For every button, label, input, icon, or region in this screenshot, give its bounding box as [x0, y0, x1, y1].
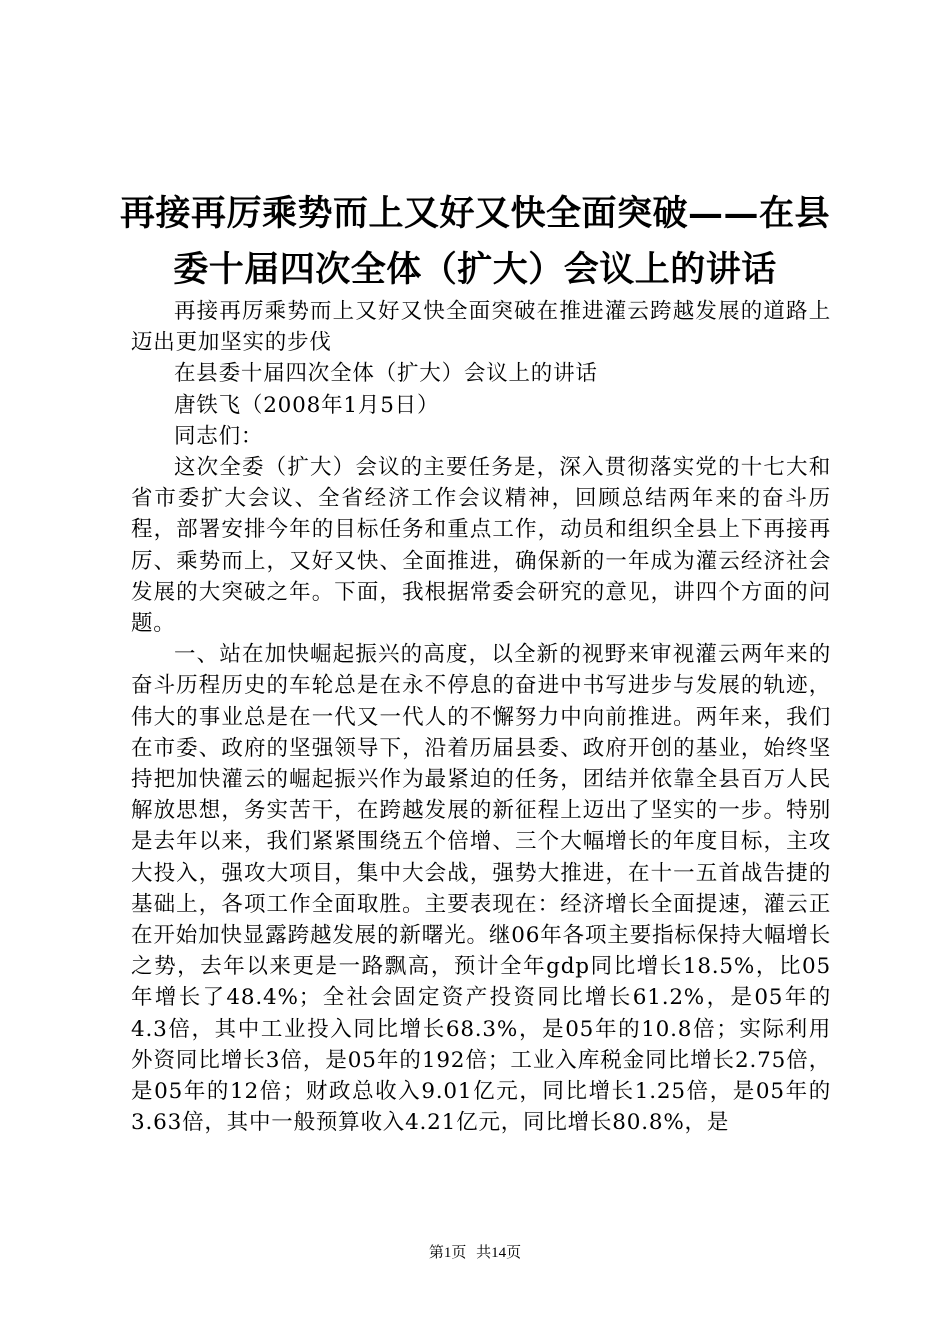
page-total: 共14页 [476, 1245, 522, 1261]
section-one-paragraph: 一、站在加快崛起振兴的高度，以全新的视野来审视灌云两年来的奋斗历程历史的车轮总是在永不停息的奋进中书写进步与发展的轨迹，伟大的事业总是在一代又一代人的不懈努力中向前推进。两年来，我们在市委、政府的坚强领导下，沿着历届县委、政府开创的基业，始终坚持把加快灌云的崛起振兴作为最紧迫的任务，团结并依靠全县百万人民解放思想，务实苦干，在跨越发展的新征程上迈出了坚实的一步。特别是去年以来，我们紧紧围绕五个倍增、三个大幅增长的年度目标，主攻大投入，强攻大项目，集中大会战，强势大推进，在十一五首战告捷的基础上，各项工作全面取胜。主要表现在：经济增长全面提速，灌云正在开始加快显露跨越发展的新曙光。继06年各项主要指标保持大幅增长之势，去年以来更是一路飘高，预计全年gdp同比增长18.5%，比05年增长了48.4%；全社会固定资产投资同比增长61.2%，是05年的4.3倍，其中工业投入同比增长68.3%，是05年的10.8倍；实际利用外资同比增长3倍，是05年的192倍；工业入库税金同比增长2.75倍，是05年的12倍；财政总收入9.01亿元，同比增长1.25倍，是05年的3.63倍，其中一般预算收入4.21亿元，同比增长80.8%，是 [131, 642, 831, 1136]
document-title: 再接再厉乘势而上又好又快全面突破——在县委十届四次全体（扩大）会议上的讲话 [120, 193, 831, 290]
speaker-and-date: 唐铁飞（2008年1月5日） [174, 392, 440, 418]
document-body [131, 296, 831, 1138]
subtitle-paragraph: 再接再厉乘势而上又好又快全面突破在推进灌云跨越发展的道路上迈出更加坚实的步伐 [131, 299, 831, 356]
intro-paragraph: 这次全委（扩大）会议的主要任务是，深入贯彻落实党的十七大和省市委扩大会议、全省经济工作会议精神，回顾总结两年来的奋斗历程，部署安排今年的目标任务和重点工作，动员和组织全县上下再接再厉、乘势而上，又好又快、全面推进，确保新的一年成为灌云经济社会发展的大突破之年。下面，我根据常委会研究的意见，讲四个方面的问题。 [131, 455, 831, 637]
speech-occasion: 在县委十届四次全体（扩大）会议上的讲话 [174, 361, 598, 387]
page-number: 第1页 [428, 1245, 467, 1261]
page-footer [0, 1243, 950, 1263]
salutation: 同志们： [174, 423, 264, 449]
